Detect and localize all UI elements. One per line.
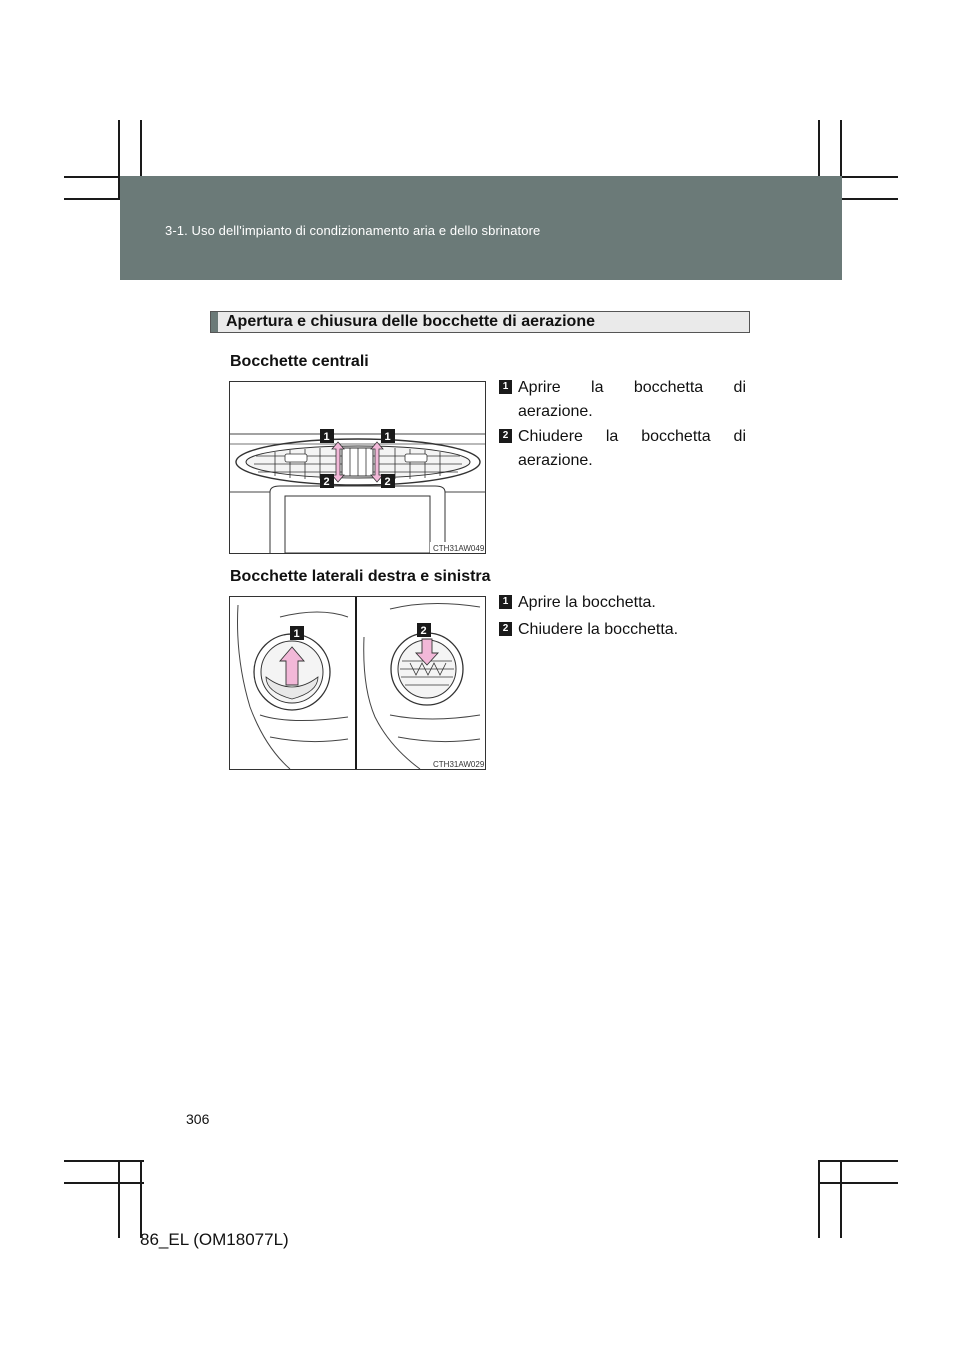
- section-title-marker: [211, 312, 218, 332]
- crop-mark: [140, 1160, 142, 1238]
- header-band: [120, 176, 842, 280]
- document-code: 86_EL (OM18077L): [140, 1230, 289, 1249]
- step-text: Chiudere la bocchetta di aerazione.: [518, 428, 746, 469]
- svg-text:2: 2: [420, 625, 427, 637]
- callout-1-right: [381, 429, 395, 443]
- side-step-2: [499, 618, 746, 642]
- svg-text:1: 1: [323, 431, 330, 443]
- step-text: Chiudere la bocchetta.: [518, 621, 679, 638]
- central-step-1: [499, 376, 746, 424]
- svg-text:1: 1: [293, 628, 300, 640]
- crop-mark: [64, 1160, 144, 1162]
- figure-code: CTH31AW049: [433, 544, 485, 553]
- svg-text:2: 2: [323, 476, 330, 488]
- page-number: 306: [186, 1111, 210, 1127]
- callout-2-left: [320, 474, 334, 488]
- crop-mark: [818, 1160, 820, 1238]
- step-number-badge: 1: [499, 595, 512, 609]
- crop-mark: [818, 1160, 898, 1162]
- breadcrumb: 3-1. Uso dell'impianto di condizionamento aria e dello sbrinatore: [165, 223, 541, 238]
- step-text: Aprire la bocchetta.: [518, 594, 656, 611]
- svg-text:2: 2: [384, 476, 391, 488]
- crop-mark: [840, 1160, 842, 1238]
- side-step-1: [499, 591, 746, 615]
- central-vents-figure: [229, 381, 486, 554]
- step-number-badge: 1: [499, 380, 512, 394]
- callout-2: [417, 623, 431, 637]
- step-number-badge: 2: [499, 622, 512, 636]
- section-title: Apertura e chiusura delle bocchette di aerazione: [226, 313, 595, 330]
- callout-1: [290, 626, 304, 640]
- central-vents-heading: Bocchette centrali: [230, 353, 369, 370]
- step-text: Aprire la bocchetta di aerazione.: [518, 379, 746, 420]
- crop-mark: [118, 1160, 120, 1238]
- crop-mark: [818, 1182, 898, 1184]
- side-vents-figure: [229, 596, 486, 770]
- central-step-2: [499, 425, 746, 473]
- section-title-box: [210, 311, 750, 333]
- crop-mark: [64, 1182, 144, 1184]
- callout-1-left: [320, 429, 334, 443]
- figure-code: CTH31AW029: [433, 760, 485, 769]
- svg-text:1: 1: [384, 431, 391, 443]
- step-number-badge: 2: [499, 429, 512, 443]
- callout-2-right: [381, 474, 395, 488]
- side-vents-heading: Bocchette laterali destra e sinistra: [230, 568, 491, 585]
